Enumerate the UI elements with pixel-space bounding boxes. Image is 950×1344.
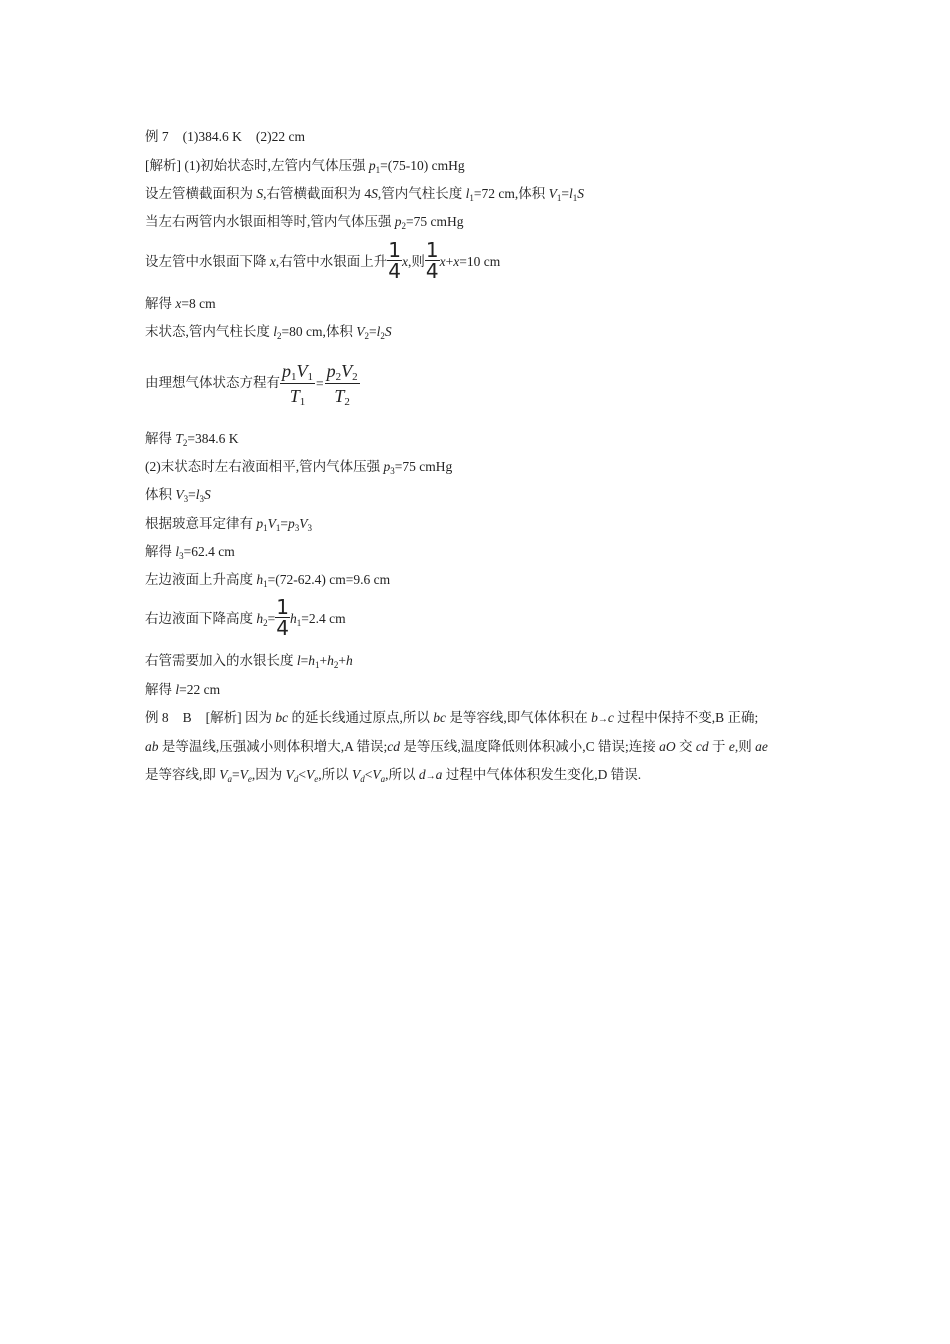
fraction-one-quarter: $\frac{1}{4}$ xyxy=(276,595,289,641)
ex7-line-16: 解得 l=22 cm xyxy=(145,682,221,697)
fraction-one-quarter: $\frac{1}{4}$ xyxy=(388,238,401,284)
ex8-line-3: 是等容线,即 $V_a=V_e$,因为 $V_d<V_e$,所以 $V_d<V_a$,所以 d→a 过程中气体体积发生变化,D 错误. xyxy=(145,767,642,784)
ex7-line-8: 解得 $T_2=384.6$ K xyxy=(145,431,239,448)
fraction-one-quarter: $\frac{1}{4}$ xyxy=(425,238,439,284)
ex7-label: 例 7 xyxy=(145,129,169,144)
gas-equation-left: $\frac{p_1V_1}{T_1}$ xyxy=(282,361,313,409)
ex7-line-2: 设左管横截面积为 S,右管横截面积为 4S,管内气柱长度 $l_1=72$ cm,体积 $V_1=l_1S$ xyxy=(145,186,585,203)
ex7-line-1: [解析] (1)初始状态时,左管内气体压强 $p_1=(75-10)$ cmHg xyxy=(145,158,465,175)
ex7-line-11: 根据玻意耳定律有 $p_1V_1=p_3V_3$ xyxy=(145,516,312,533)
ex7-line-15: 右管需要加入的水银长度 $l=h_1+h_2+h$ xyxy=(145,653,353,670)
gas-equation-right: $\frac{p_2V_2}{T_2}$ xyxy=(326,361,358,409)
ex7-line-13: 左边液面上升高度 $h_1=(72-62.4)$ cm=9.6 cm xyxy=(145,572,391,589)
ex7-answer-line xyxy=(145,128,305,146)
ex7-line-4: 设左管中水银面下降 x,右管中水银面上升 $\frac{1}{4}$ x,则 $\frac{1}{4}$ x+x=10 cm xyxy=(145,238,501,284)
ex7-line-12: 解得 $l_3=62.4$ cm xyxy=(145,544,235,561)
ex7-line-7: 由理想气体状态方程有 $\frac{p_1V_1}{T_1}$ = $\frac{p_2V_2}{T_2}$ xyxy=(145,361,358,409)
ex7-line-6: 末状态,管内气柱长度 $l_2=80$ cm,体积 $V_2=l_2S$ xyxy=(145,324,392,341)
ex7-line-9: (2)末状态时左右液面相平,管内气体压强 $p_3=75$ cmHg xyxy=(145,459,453,476)
ex7-answer-2: (2)22 cm xyxy=(255,129,305,144)
ex8-line-2: ab 是等温线,压强减小则体积增大,A 错误;cd 是等压线,温度降低则体积减小,C 错误;连接 aO 交 cd 于 e,则 ae xyxy=(145,739,768,754)
analysis-tag: [解析] xyxy=(205,710,242,725)
ex7-line-10: 体积 $V_3=l_3S$ xyxy=(145,487,211,504)
ex7-line-3: 当左右两管内水银面相等时,管内气体压强 $p_2=75$ cmHg xyxy=(145,214,464,231)
ex7-answer-1: (1)384.6 K xyxy=(182,129,242,144)
ex8-line-1: 例 8 B [解析] 因为 bc 的延长线通过原点,所以 bc 是等容线,即气体体积在 b→c 过程中保持不变,B 正确; xyxy=(145,710,759,725)
ex7-line-5: 解得 x=8 cm xyxy=(145,296,216,311)
analysis-tag: [解析] xyxy=(145,158,181,173)
ex8-answer: B xyxy=(182,710,192,725)
ex7-line-14: 右边液面下降高度 $h_2=$ $\frac{1}{4}$ $h_1=2.4$ cm xyxy=(145,595,346,641)
ex8-label: 例 8 xyxy=(145,710,169,725)
